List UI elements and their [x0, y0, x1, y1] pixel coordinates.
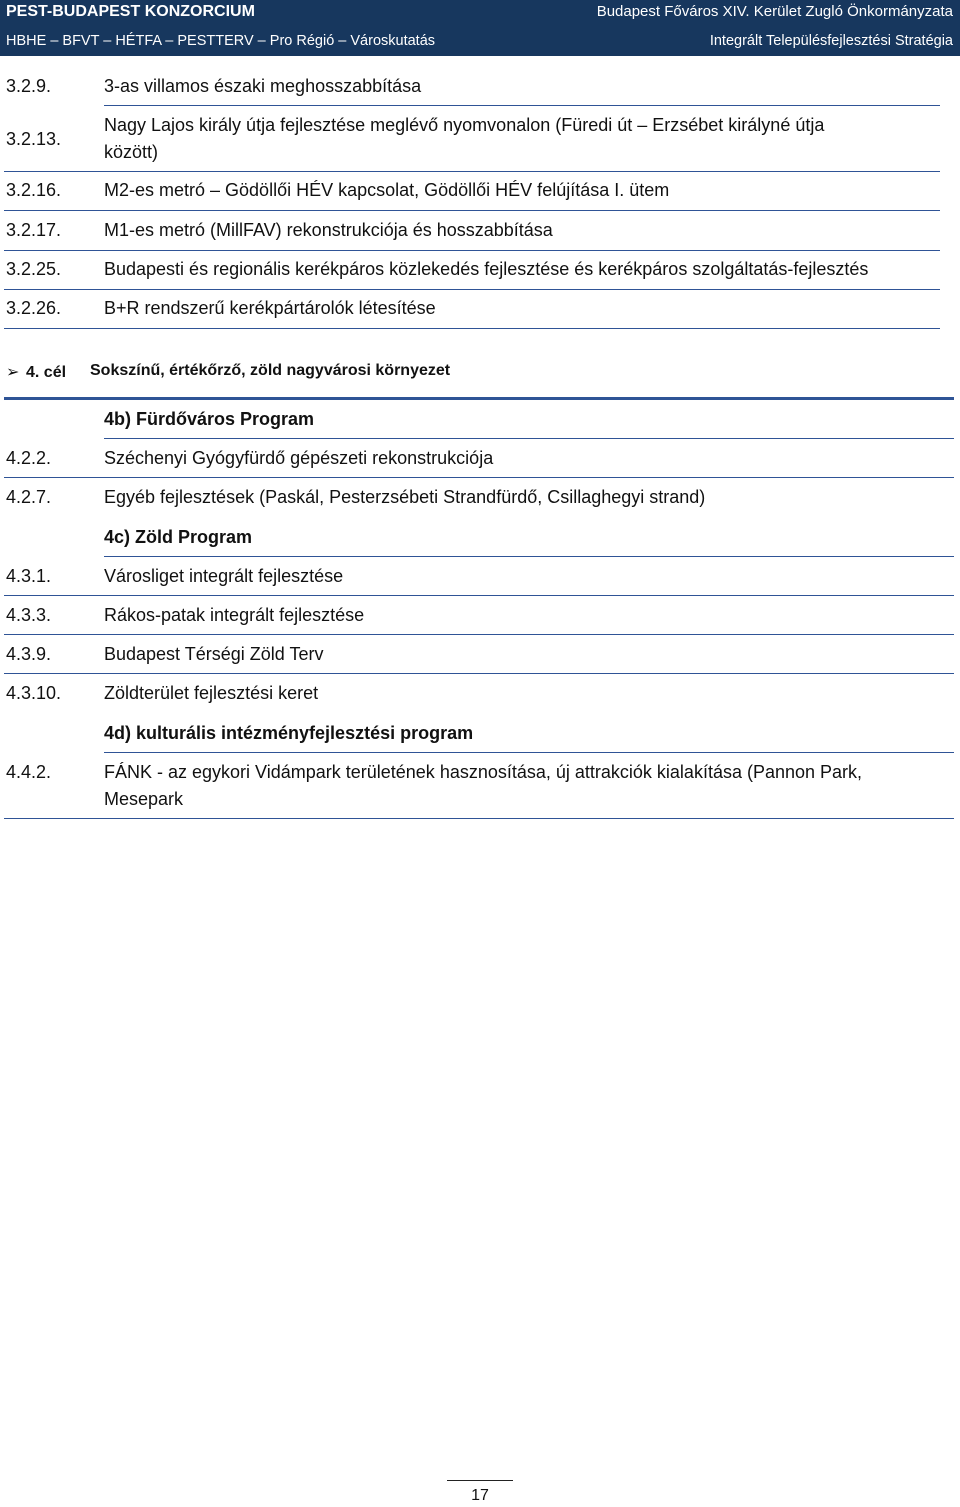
project-number: 3.2.25.	[6, 259, 62, 279]
project-number: 3.2.16.	[6, 180, 62, 200]
project-number: 4.2.2.	[6, 448, 52, 468]
project-title: M1-es metró (MillFAV) rekonstrukciója és hosszabbítása	[104, 220, 553, 240]
page-number: 17	[471, 1487, 489, 1504]
project-number: 4.3.9.	[6, 644, 52, 664]
page-header	[0, 0, 960, 56]
project-title-line1: Nagy Lajos király útja fejlesztése meglévő nyomvonalon (Füredi út – Erzsébet királyné útja	[104, 115, 825, 135]
row-divider	[4, 171, 940, 172]
project-title-line1: FÁNK - az egykori Vidámpark területének hasznosítása, új attrakciók kialakítása (Pannon Park,	[104, 762, 863, 782]
row-divider	[4, 210, 940, 211]
row-divider	[4, 477, 954, 478]
project-number: 4.3.1.	[6, 566, 52, 586]
project-title: Budapesti és regionális kerékpáros közlekedés fejlesztése és kerékpáros szolgáltatás-fejlesztés	[104, 259, 869, 279]
project-title: B+R rendszerű kerékpártárolók létesítése	[104, 298, 436, 318]
project-title: Széchenyi Gyógyfürdő gépészeti rekonstrukciója	[104, 448, 494, 468]
program-title: 4b) Fürdőváros Program	[104, 409, 315, 429]
project-number: 3.2.9.	[6, 76, 52, 96]
project-title: Zöldterület fejlesztési keret	[104, 683, 319, 703]
goal-divider	[4, 397, 954, 400]
goal-heading	[6, 362, 451, 382]
project-title: Rákos-patak integrált fejlesztése	[104, 605, 365, 625]
header-partners: HBHE – BFVT – HÉTFA – PESTTERV – Pro Régió – Városkutatás	[6, 33, 436, 49]
goal-title: Sokszínű, értékőrző, zöld nagyvárosi környezet	[90, 362, 451, 379]
project-title: Budapest Térségi Zöld Terv	[104, 644, 324, 664]
row-divider	[104, 752, 954, 753]
project-title: M2-es metró – Gödöllői HÉV kapcsolat, Gödöllői HÉV felújítása I. ütem	[104, 180, 670, 200]
project-number: 3.2.26.	[6, 298, 62, 318]
row-divider	[104, 105, 940, 106]
program-title: 4c) Zöld Program	[104, 527, 253, 547]
row-divider	[104, 556, 954, 557]
program-title: 4d) kulturális intézményfejlesztési program	[104, 723, 474, 743]
row-divider	[4, 673, 954, 674]
project-title: Egyéb fejlesztések (Paskál, Pesterzsébeti Strandfürdő, Csillaghegyi strand)	[104, 487, 706, 507]
row-divider	[4, 289, 940, 290]
project-title-line2: Mesepark	[104, 789, 184, 809]
goal-number: 4. cél	[26, 364, 67, 381]
row-divider	[4, 595, 954, 596]
row-divider	[4, 328, 940, 329]
project-title: 3-as villamos északi meghosszabbítása	[104, 76, 422, 96]
header-consortium: PEST-BUDAPEST KONZORCIUM	[6, 3, 255, 20]
project-number: 4.3.3.	[6, 605, 52, 625]
arrow-bullet-icon: ➢	[6, 364, 20, 381]
project-number: 3.2.17.	[6, 220, 62, 240]
row-divider	[104, 438, 954, 439]
footer-rule	[447, 1480, 513, 1481]
project-title-line2: között)	[104, 142, 159, 162]
header-document-title: Integrált Településfejlesztési Stratégia	[709, 33, 953, 49]
header-municipality: Budapest Főváros XIV. Kerület Zugló Önkormányzata	[596, 3, 953, 20]
project-number: 4.3.10.	[6, 683, 62, 703]
row-divider	[4, 250, 940, 251]
row-divider	[4, 634, 954, 635]
project-number: 3.2.13.	[6, 129, 62, 149]
row-divider	[4, 818, 954, 819]
project-number: 4.4.2.	[6, 762, 52, 782]
project-title: Városliget integrált fejlesztése	[104, 566, 344, 586]
project-number: 4.2.7.	[6, 487, 52, 507]
